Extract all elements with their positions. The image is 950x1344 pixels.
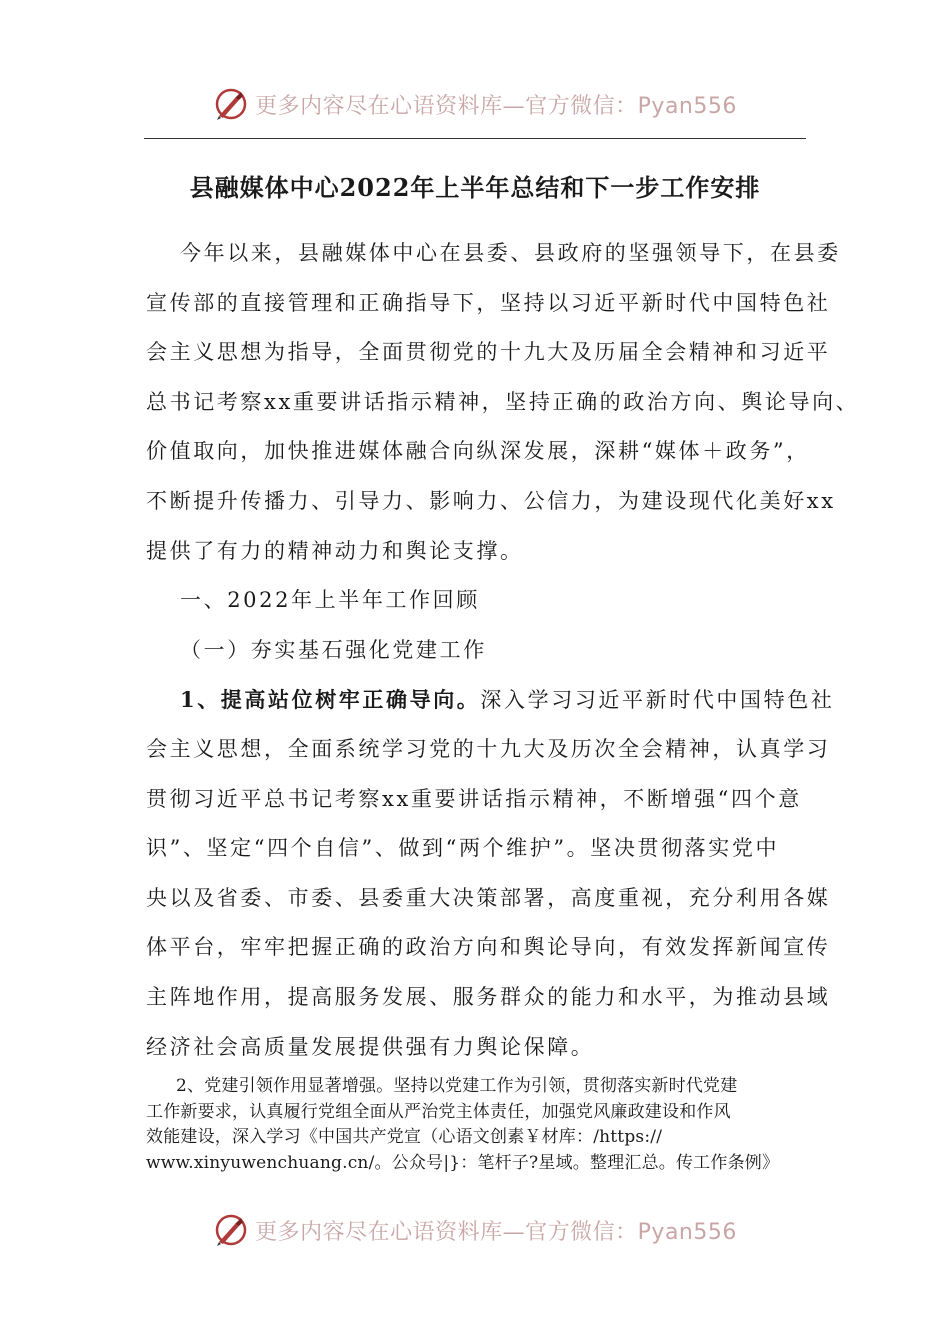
paragraph-line: 识”、坚定“四个自信”、做到“两个维护”。坚决贯彻落实党中 <box>146 836 780 861</box>
banner-text: 更多内容尽在心语资料库—官方微信：Pyan556 <box>255 93 737 119</box>
paragraph-line: 2、党建引领作用显著增强。坚持以党建工作为引领，贯彻落实新时代党建 <box>176 1076 738 1096</box>
paragraph-line: 贯彻习近平总书记考察xx重要讲话指示精神，不断增强“四个意 <box>146 786 802 811</box>
paragraph-line: 提供了有力的精神动力和舆论支撑。 <box>146 538 524 563</box>
wechat-id: Pyan556 <box>637 93 737 119</box>
paragraph-line: 工作新要求，认真履行党组全面从严治党主体责任，加强党风廉政建设和作风 <box>146 1101 731 1122</box>
header-banner <box>0 84 950 124</box>
wechat-id: Pyan556 <box>637 1219 737 1245</box>
subsection-heading: （一）夯实基石强化党建工作 <box>180 637 487 662</box>
item1-lead: 1、提高站位树牢正确导向。 <box>180 687 481 713</box>
paragraph-line: 主阵地作用，提高服务发展、服务群众的能力和水平，为推动县域 <box>146 984 831 1009</box>
item1-first-line: 1、提高站位树牢正确导向。深入学习习近平新时代中国特色社 <box>180 687 835 713</box>
pen-logo-icon <box>213 1212 249 1248</box>
paragraph-line: 会主义思想，全面系统学习党的十九大及历次全会精神，认真学习 <box>146 736 831 761</box>
paragraph-line: 宣传部的直接管理和正确指导下，坚持以习近平新时代中国特色社 <box>146 290 831 315</box>
paragraph-line: 总书记考察xx重要讲话指示精神，坚持正确的政治方向、舆论导向、 <box>146 389 860 414</box>
document-body <box>146 229 860 1072</box>
paragraph-line: 今年以来，县融媒体中心在县委、县政府的坚强领导下，在县委 <box>180 241 841 265</box>
paragraph-line: 不断提升传播力、引导力、影响力、公信力，为建设现代化美好xx <box>146 488 836 513</box>
paragraph-line: 会主义思想为指导，全面贯彻党的十九大及历届全会精神和习近平 <box>146 340 831 365</box>
item2-paragraph <box>146 1074 810 1176</box>
paragraph-line: 体平台，牢牢把握正确的政治方向和舆论导向，有效发挥新闻宣传 <box>146 935 831 960</box>
paragraph-line: 经济社会高质量发展提供强有力舆论保障。 <box>146 1034 595 1059</box>
document-title: 县融媒体中心2022年上半年总结和下一步工作安排 <box>189 173 761 202</box>
pen-logo-icon <box>213 86 249 122</box>
footer-banner <box>0 1210 950 1250</box>
banner-text: 更多内容尽在心语资料库—官方微信：Pyan556 <box>255 1219 737 1245</box>
section-heading: 一、2022年上半年工作回顾 <box>180 588 480 613</box>
paragraph-line: 效能建设，深入学习《中国共产党宣（心语文创素￥材库：/https:// <box>146 1127 663 1147</box>
paragraph-line: 央以及省委、市委、县委重大决策部署，高度重视，充分利用各媒 <box>146 885 831 910</box>
header-rule <box>144 138 806 139</box>
paragraph-line: 价值取向，加快推进媒体融合向纵深发展，深耕“媒体＋政务”， <box>146 439 810 464</box>
paragraph-line: www.xinyuwenchuang.cn/。公众号|}：笔杆子?星域。整理汇总。传工作条例》 <box>146 1152 780 1173</box>
